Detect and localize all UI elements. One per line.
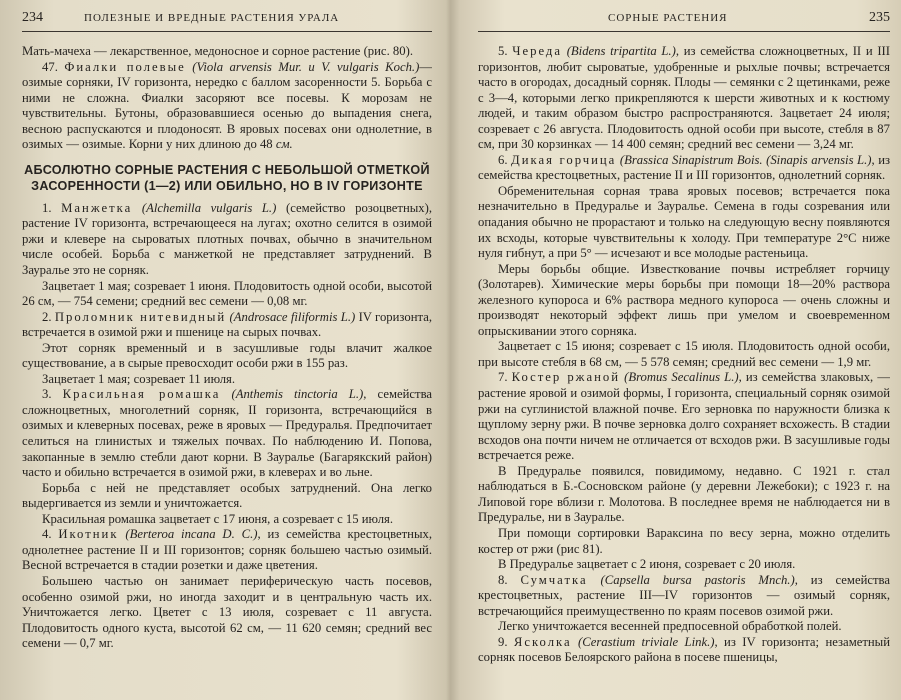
entry-name: Ясколка (513, 634, 572, 649)
entry-brassica: 6. Дикая горчица (Brassica Sinapistrum Bois. (Sinapis arvensis L.), из семейства крестоцветных, растение II и III горизонтов, однолетний сорняк. (478, 152, 890, 183)
left-running-head: ПОЛЕЗНЫЕ И ВРЕДНЫЕ РАСТЕНИЯ УРАЛА (84, 12, 340, 24)
right-running-head: СОРНЫЕ РАСТЕНИЯ (608, 12, 728, 24)
left-page-body (22, 44, 432, 652)
paragraph: Легко уничтожается весенней предпосевной обработкой полей. (498, 619, 842, 634)
entry-latin: (Bromus Secalinus L.) (624, 370, 739, 385)
paragraph: В Предуралье появился, повидимому, недавно. С 1921 г. стал наблюдаться в Б.-Сосновском районе (у деревни Лежебоки); с 1923 г. на Липовой горе вблизи г. Молотова. В последнее время не наблюдается ни в Предуралье, ни в Зауралье. (478, 463, 890, 525)
entry-alchemilla: 1. Манжетка (Alchemilla vulgaris L.) (семейство розоцветных), растение IV горизонта, встречающееся на лугах; охотно селится в озимой ржи и клевере на сыроватых плотных почвах, обычно в значительном числе особей. Борьба с манжеткой не представляет затруднений. В Зауралье это не сорняк. (22, 200, 432, 278)
left-page-number: 234 (22, 10, 43, 25)
entry-capsella: 8. Сумчатка (Capsella bursa pastoris Mnch.), из семейства крестоцветных, растение III—IV горизонтов — озимый сорняк, встречающийся преимущественно по краям посевов озимой ржи. (478, 572, 890, 618)
entry-latin: (Bidens tripartita L.) (566, 44, 676, 58)
entry-cerastium: 9. Ясколка (Cerastium triviale Link.), из IV горизонта; незаметный сорняк посевов Белоярского района в посеве пшеницы, (478, 634, 890, 665)
entry-latin: (Brassica Sinapistrum Bois. (Sinapis arvensis L.) (619, 152, 872, 167)
paragraph: В Предуралье зацветает с 2 июня, созревает с 20 июля. (498, 557, 796, 572)
entry-latin: (Anthemis tinctoria L.) (231, 387, 364, 402)
entry-latin: (Alchemilla vulgaris L.) (141, 200, 277, 215)
paragraph: Меры борьбы общие. Известкование почвы истребляет горчицу (Золотарев). Химические меры борьбы при помощи 18—20% раствора железного купороса и 6% раствора медного купороса — очень сложны и производят некоторый эффект лишь при умелом и своевременном опрыскивании этого сорняка. (478, 261, 890, 338)
right-page-number: 235 (869, 10, 890, 25)
entry-name: Дикая горчица (511, 152, 617, 167)
left-page-header (22, 9, 432, 32)
paragraph: Зацветает 1 мая; созревает 11 июля. (42, 371, 236, 386)
entry-latin: (Capsella bursa pastoris Mnch.) (600, 572, 795, 587)
entry-bromus: 7. Костер ржаной (Bromus Secalinus L.), из семейства злаковых, — растение яровой и озимой формы, I горизонта, специальный сорняк озимой ржи на суглинистой влажной почве. Его зерновка по наружности близка к щуплому зерну ржи. В почве зерновка долго сохраняет всхожесть. В стадии всходов она почти ничем не отличается от всходов ржи. В засушливые годы встречается реже. (478, 370, 890, 463)
right-page (478, 0, 890, 700)
entry-name: Красильная ромашка (62, 387, 221, 402)
entry-name: Костер ржаной (511, 370, 621, 385)
entry-name: Манжетка (61, 200, 133, 215)
entry-name: Фиалки полевые (64, 59, 186, 74)
paragraph: Зацветает 1 мая; созревает 1 июня. Плодовитость одной особи, высотой 26 см, — 754 семени; средний вес семени — 0,08 мг. (22, 278, 432, 309)
paragraph: Большею частью он занимает периферическую часть посевов, особенно озимой ржи, но иногда заходит и в центральную часть их. Уничтожается легко. Цветет с 13 июля, созревает с 11 августа. Плодовитость одного куста, высотой 62 см, — 11 620 семян; средний вес семени — 0,7 мг. (22, 573, 432, 651)
entry-latin: (Berteroa incana D. C.) (125, 527, 258, 542)
entry-anthemis: 3. Красильная ромашка (Anthemis tinctoria L.), семейства сложноцветных, многолетний сорняк, II горизонта, встречающийся в озимых и клеверных посевах, реже в яровых — Предуралья. Предпочитает селиться на глинистых и тяжелых почвах. По наблюдению И. Попова, закопанные в землю стебли дают корни. В Зауралье (Багарякский район) часто и обильно встречается в озимой ржи, в клеверах и во льне. (22, 387, 432, 480)
entry-latin: (Viola arvensis Mur. и V. vulgaris Koch.) (192, 59, 420, 74)
paragraph: Обременительная сорная трава яровых посевов; встречается пока незначительно в Предуралье и Зауралье. Семена в годы созревания или опадания обычно не прорастают и только на следующую весну появляются их всходы, которые чувствительны к холоду. При температуре 2°С ниже нуля гибнут, а при 5° — исчезают и все молодые растеньица. (478, 183, 890, 261)
entry-name: Сумчатка (520, 572, 588, 587)
entry-name: Проломник нитевидный (54, 309, 227, 324)
right-page-body (478, 44, 890, 666)
paragraph: При помощи сортировки Варaксина по весу зерна, можно отделить костер от ржи (рис 81). (478, 525, 890, 556)
paragraph: Борьба с ней не представляет особых затруднений. Она легко выдергивается из земли и уничтожается. (22, 480, 432, 511)
paragraph: Красильная ромашка зацветает с 17 июня, а созревает с 15 июля. (42, 511, 394, 526)
entry-androsace: 2. Проломник нитевидный (Androsace filiformis L.) IV горизонта, встречается в озимой ржи и пшенице на сырых почвах. (22, 309, 432, 340)
entry-latin: (Androsace filiformis L.) (229, 309, 356, 324)
entry-name: Икотник (58, 527, 119, 542)
entry-violets: 47. Фиалки полевые (Viola arvensis Mur. и V. vulgaris Koch.)— озимые сорняки, IV горизонта, нередко с баллом засоренности 5. Борьба с ними не сложна. Фиалки засоряют все посевы. К морозам не чувствительны. Бутоны, образовавшиеся осенью до выпадения снега, весною распускаются и плодоносят. В яровых посевах они однолетние, в озимых — озимые. Корни у них длиною до 48 см. (22, 59, 432, 152)
entry-berteroa: 4. Икотник (Berteroa incana D. C.), из семейства крестоцветных, однолетнее растение II и III горизонтов; сорняк большею частью озимый. Весной встречается в стадии розетки и даже цветения. (22, 527, 432, 573)
entry-latin: (Cerastium triviale Link.) (578, 634, 715, 649)
right-page-header (478, 9, 890, 32)
left-page (22, 0, 432, 700)
entry-name: Череда (512, 44, 562, 58)
paragraph: Этот сорняк временный и в засушливые годы влачит жалкое существование, а в сырые превосходит особи ржи в 155 раз. (22, 340, 432, 371)
paragraph: Мать-мачеха — лекарственное, медоносное и сорное растение (рис. 80). (22, 44, 413, 58)
paragraph: Зацветает с 15 июня; созревает с 15 июля. Плодовитость одной особи, при высоте стебля в 68 см, — 5 578 семян; средний вес семени — 1,9 мг. (478, 339, 890, 369)
section-heading: АБСОЛЮТНО СОРНЫЕ РАСТЕНИЯ С НЕБОЛЬШОЙ ОТМЕТКОЙ ЗАСОРЕННОСТИ (1—2) ИЛИ ОБИЛЬНО, НО В IV ГОРИЗОНТЕ (24, 162, 430, 193)
entry-bidens: 5. Череда (Bidens tripartita L.), из семейства сложноцветных, II и III горизонтов, любит сыроватые, удобренные и рыхлые почвы; встречается часто в огородах, досадный сорняк. Плоды — семянки с 2 щетинками, реже с 3—4, которыми легко прикрепляются к шерсти животных и к костюму людей, и таким образом быстро распространяются. Зацветает 24 июля; созревает с 26 августа. Плодовитость одной особи при высоте, стебля в 87 см, при 30 корзинках — 14 400 семян; средний вес семени — 3,24 мг. (478, 44, 890, 152)
